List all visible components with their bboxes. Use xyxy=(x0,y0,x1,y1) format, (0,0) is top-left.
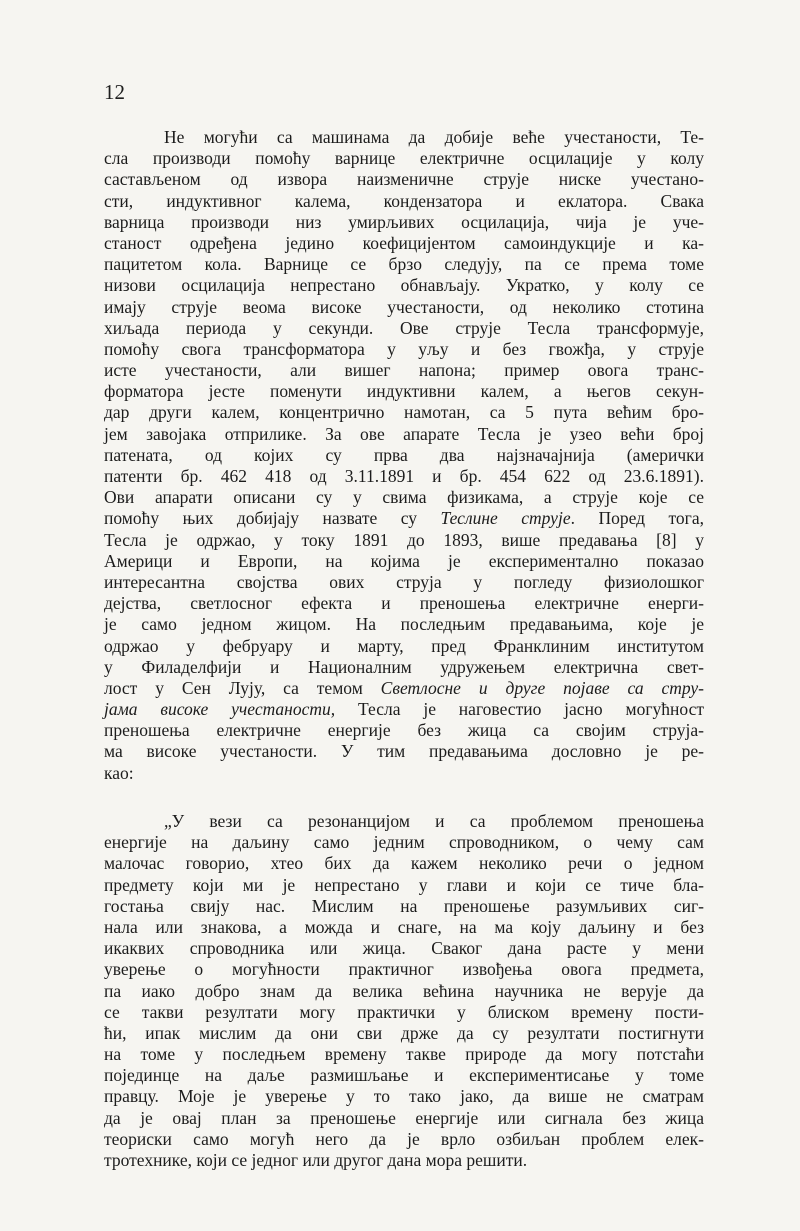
text-line: уверење о могућности практичног извођења овога предмета, xyxy=(104,959,704,980)
text-line: помоћу свога трансформатора у уљу и без гвожђа, у струје xyxy=(104,338,704,359)
text-line: па иако добро знам да велика већина научника не верује да xyxy=(104,980,704,1001)
text-line: се такви резултати могу практички у блиском времену пости- xyxy=(104,1001,704,1022)
text-line: сла производи помоћу варнице електричне осцилације у колу xyxy=(104,148,704,169)
text-line: теориски само могућ него да је врло озбиљан проблем елек- xyxy=(104,1128,704,1149)
text-line: јем завојака отприлике. За ове апарате Тесла је узео већи број xyxy=(104,423,704,444)
text-line: помоћу њих добијају назвате су Теслине струје. Поред тога, xyxy=(104,508,704,529)
text-line: патената, од којих су прва два најзначајнија (амерички xyxy=(104,444,704,465)
paragraph-2-quote xyxy=(104,811,704,1171)
text-line: дар други калем, концентрично намотан, са 5 пута већим бро- xyxy=(104,402,704,423)
text-line: дејства, светлосног ефекта и преношења електричне енерги- xyxy=(104,593,704,614)
page-number: 12 xyxy=(104,80,125,104)
text-line: на томе у последњем времену такве природе да могу потстаћи xyxy=(104,1044,704,1065)
text-line: лост у Сен Лују, са темом Светлосне и друге појаве са стру- xyxy=(104,677,704,698)
text-line: патенти бр. 462 418 од 3.11.1891 и бр. 454 622 од 23.6.1891). xyxy=(104,466,704,486)
text-line: станост одређена једино коефицијентом самоиндукције и ка- xyxy=(104,232,704,253)
paragraph-1 xyxy=(104,127,704,784)
text-line: варница производи низ умирљивих осцилација, чија је уче- xyxy=(104,211,704,232)
text-line: да је овај план за преношење енергије или сигнала без жица xyxy=(104,1107,704,1128)
text-line: нала или знакова, а можда и снаге, на ма коју даљину и без xyxy=(104,916,704,937)
text-line: јама високе учестаности, Тесла је наговестио јасно могућност xyxy=(104,699,704,720)
text-line: „У вези са резонанцијом и са проблемом преношења xyxy=(164,811,704,831)
text-line: у Филаделфији и Националним удружењем електрична свет- xyxy=(104,656,704,677)
text-line: малочас говорио, хтео бих да кажем неколико речи о једном xyxy=(104,853,704,874)
text-line: ма високе учестаности. У тим предавањима дословно је ре- xyxy=(104,741,704,762)
text-line: Тесла је одржао, у току 1891 до 1893, више предавања [8] у xyxy=(104,529,704,550)
text-line: предмету који ми је непрестано у глави и који се тиче бла- xyxy=(104,874,704,895)
text-line: пацитетом кола. Варнице се брзо следују, па се према томе xyxy=(104,254,704,275)
text-line: хиљада периода у секунди. Ове струје Тесла трансформује, xyxy=(104,317,704,338)
text-line: као: xyxy=(104,762,134,783)
text-line: одржао у фебруару и марту, пред Франклиним институтом xyxy=(104,635,704,656)
text-line: тротехнике, који се једног или другог дана мора решити. xyxy=(104,1150,528,1170)
text-line: Не могући са машинама да добије веће учестаности, Те- xyxy=(164,127,704,147)
text-line: низови осцилација непрестано обнављају. Укратко, у колу се xyxy=(104,275,704,296)
text-line: икаквих спроводника или жица. Сваког дана расте у мени xyxy=(104,938,704,959)
text-line: сти, индуктивног калема, кондензатора и еклатора. Свака xyxy=(104,190,704,211)
text-line: преношења електричне енергије без жица са својим струја- xyxy=(104,720,704,741)
text-line: исте учестаности, али вишег напона; пример овога транс- xyxy=(104,360,704,381)
text-line: имају струје веома високе учестаности, од неколико стотина xyxy=(104,296,704,317)
text-line: правцу. Моје је уверење у то тако јако, да више не сматрам xyxy=(104,1086,704,1107)
text-line: гостања свију нас. Мислим на преношење разумљивих сиг- xyxy=(104,895,704,916)
text-line: енергије на даљину само једним спроводником, о чему сам xyxy=(104,832,704,853)
text-line: форматора јесте поменути индуктивни калем, а његов секун- xyxy=(104,381,704,402)
text-line: интересантна својства ових струја у погледу физиолошког xyxy=(104,571,704,592)
text-line: појединце на даље размишљање и експериментисање у томе xyxy=(104,1065,704,1086)
text-line: састављеном од извора наизменичне струје ниске учестано- xyxy=(104,169,704,190)
text-line: је само једном жицом. На последњим предавањима, које је xyxy=(104,614,704,635)
text-line: ћи, ипак мислим да они сви држе да су резултати постигнути xyxy=(104,1022,704,1043)
text-line: Ови апарати описани су у свима физикама, а струје које се xyxy=(104,487,704,508)
text-line: Америци и Европи, на којима је експериментално показао xyxy=(104,550,704,571)
